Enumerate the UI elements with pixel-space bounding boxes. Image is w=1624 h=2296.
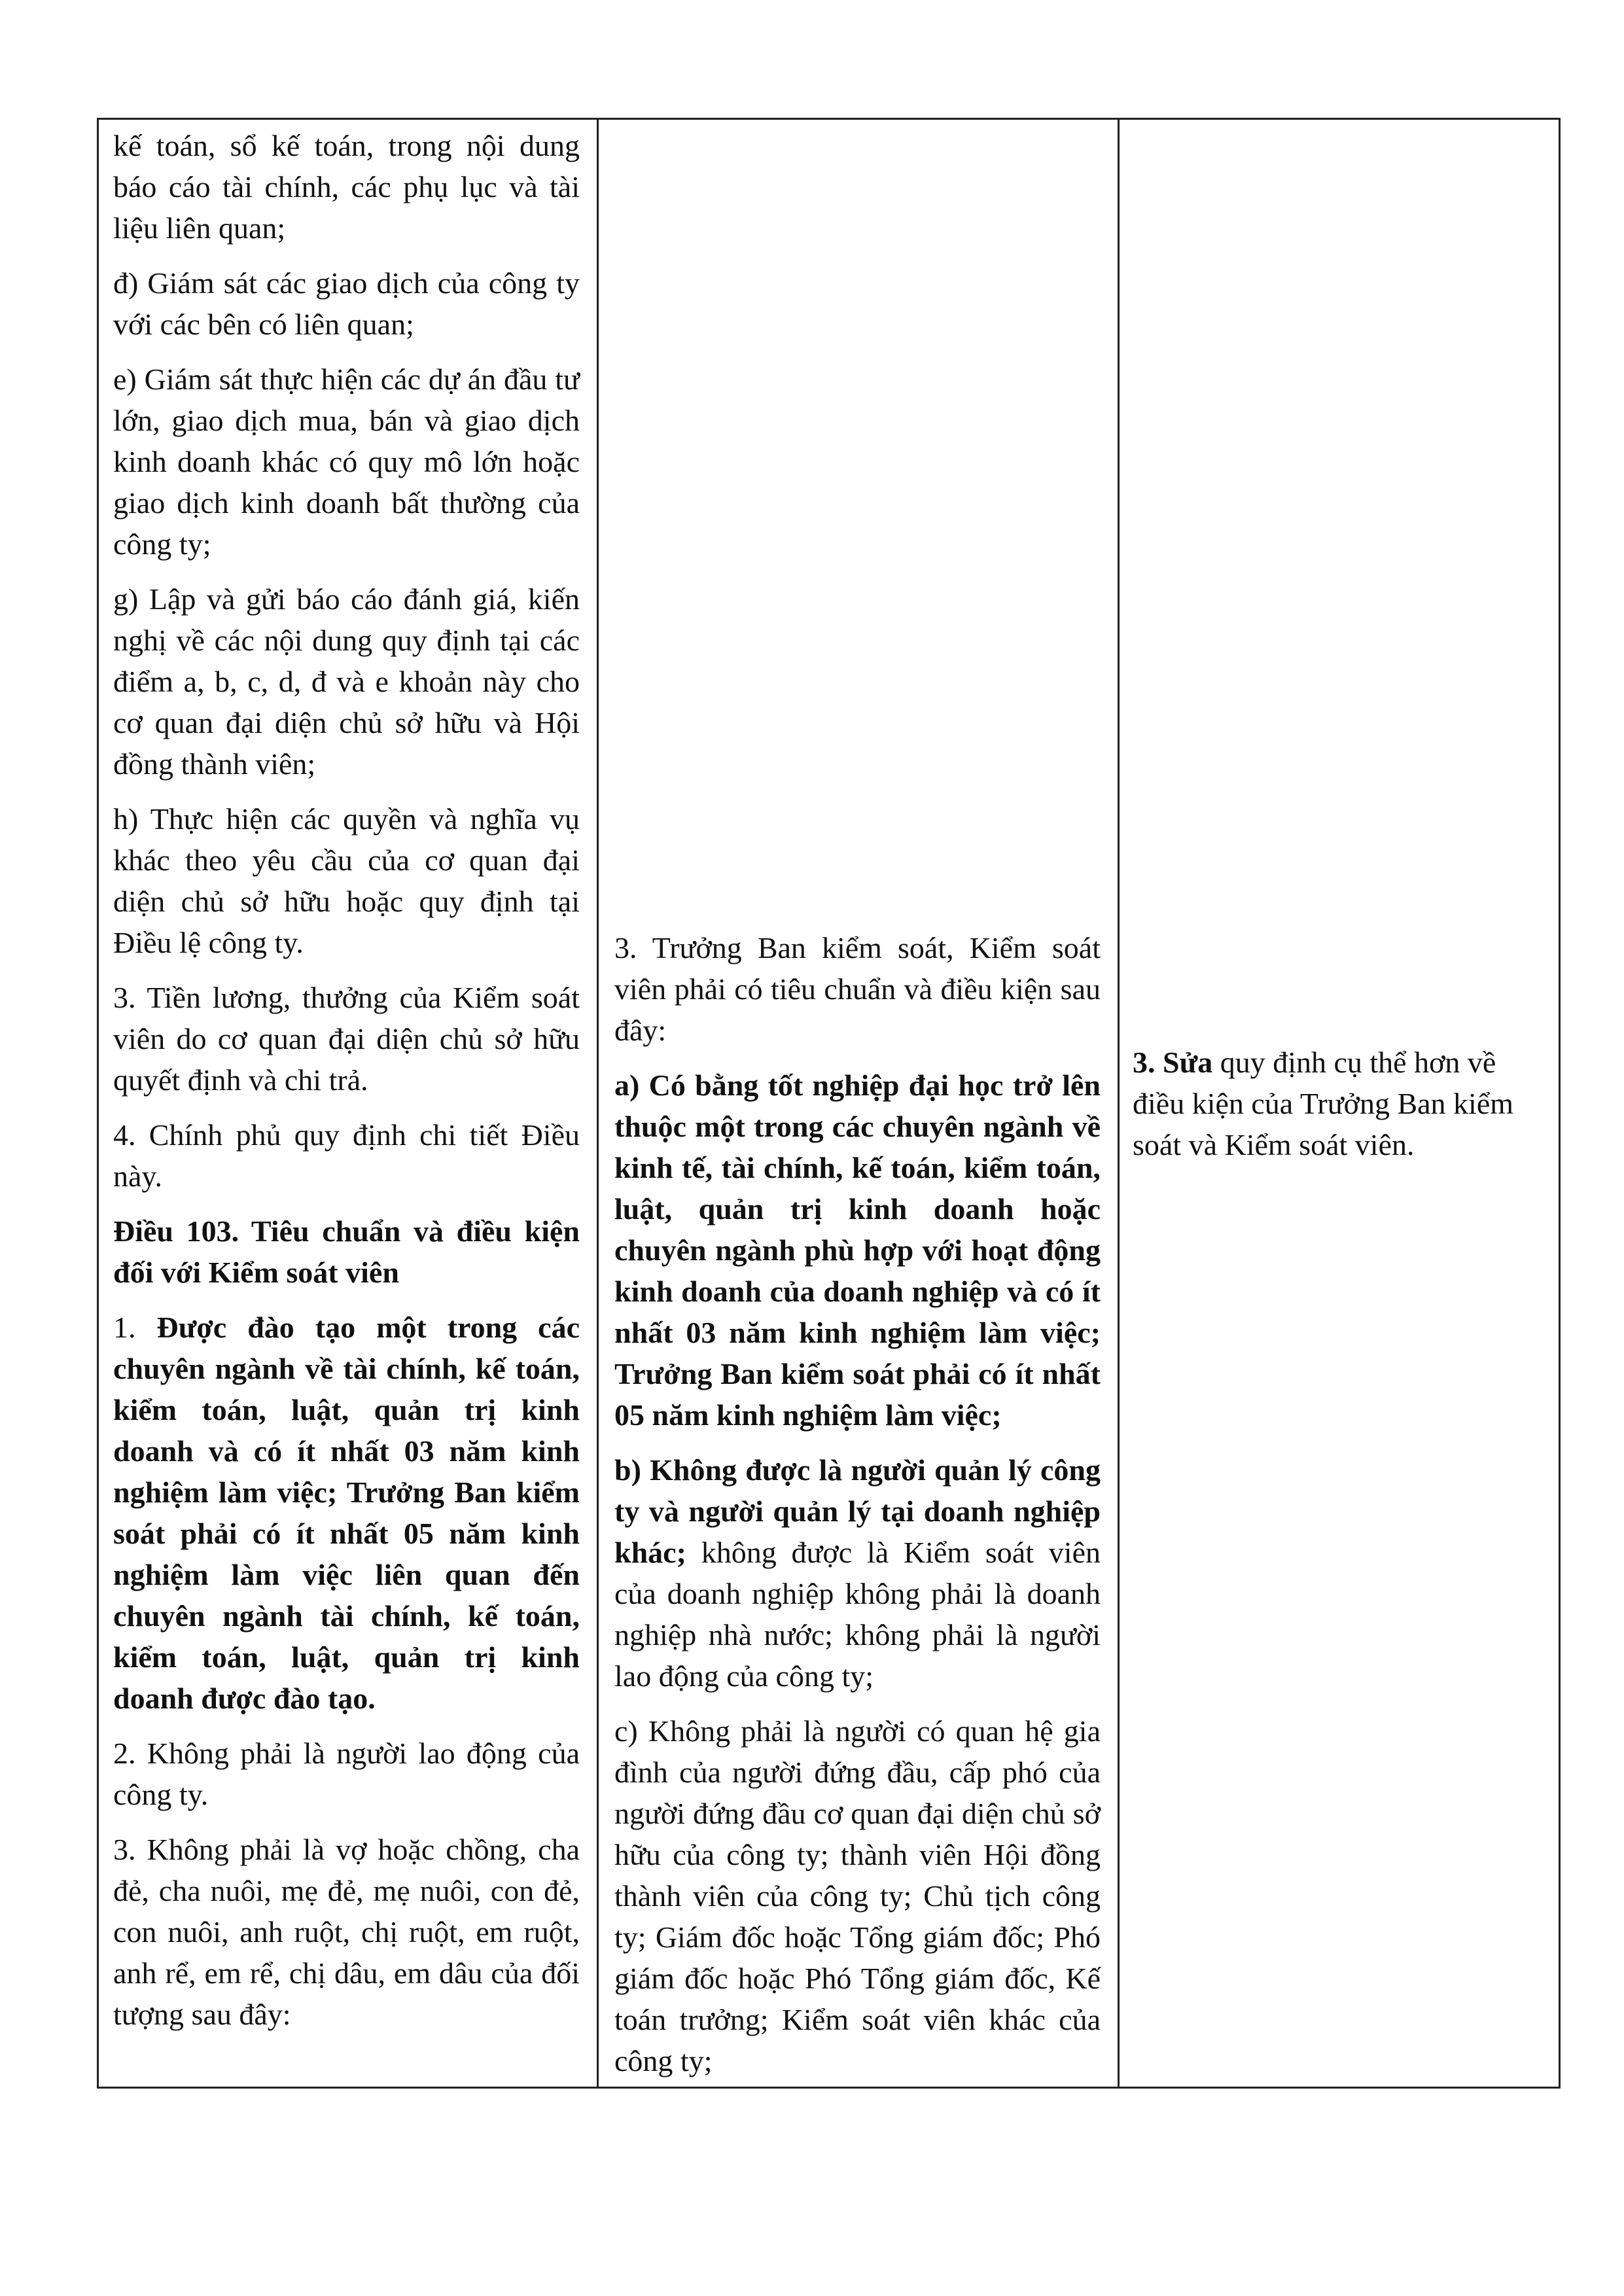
clause-number: 1. xyxy=(113,1311,157,1344)
paragraph: h) Thực hiện các quyền và nghĩa vụ khác theo yêu cầu của cơ quan đại diện chủ sở hữu hoặc quy định tại Điều lệ công ty. xyxy=(113,802,580,959)
bold-paragraph: a) Có bằng tốt nghiệp đại học trở lên thuộc một trong các chuyên ngành về kinh tế, tài chính, kế toán, kiểm toán, luật, quản trị kinh doanh hoặc chuyên ngành phù hợp với hoạt động kinh doanh của doanh nghiệp và có ít nhất 03 năm kinh nghiệm làm việc; Trưởng Ban kiểm soát phải có ít nhất 05 năm kinh nghiệm làm việc; xyxy=(614,1069,1101,1432)
comparison-table xyxy=(97,118,1561,2089)
paragraph: 3. Trưởng Ban kiểm soát, Kiểm soát viên phải có tiêu chuẩn và điều kiện sau đây: xyxy=(614,931,1101,1047)
paragraph xyxy=(113,1307,580,1719)
paragraph: 3. Không phải là vợ hoặc chồng, cha đẻ, cha nuôi, mẹ đẻ, mẹ nuôi, con đẻ, con nuôi, anh ruột, chị ruột, em ruột, anh rể, em rể, chị dâu, em dâu của đối tượng sau đây: xyxy=(113,1833,580,2031)
proposed-law-cell xyxy=(598,119,1119,2088)
paragraph: e) Giám sát thực hiện các dự án đầu tư lớn, giao dịch mua, bán và giao dịch kinh doanh khác có quy mô lớn hoặc giao dịch kinh doanh bất thường của công ty; xyxy=(113,362,580,561)
paragraph: đ) Giám sát các giao dịch của công ty với các bên có liên quan; xyxy=(113,266,580,341)
regular-text: không được là Kiểm soát viên của doanh nghiệp không phải là doanh nghiệp nhà nước; không phải là người lao động của công ty; xyxy=(614,1536,1101,1693)
paragraph: c) Không phải là người có quan hệ gia đình của người đứng đầu, cấp phó của người đứng đầu cơ quan đại diện chủ sở hữu của công ty; thành viên Hội đồng thành viên của công ty; Chủ tịch công ty; Giám đốc hoặc Tổng giám đốc; Phó giám đốc hoặc Phó Tổng giám đốc, Kế toán trưởng; Kiểm soát viên khác của công ty; xyxy=(614,1714,1101,2077)
explanation-cell xyxy=(1119,119,1560,2088)
paragraph: g) Lập và gửi báo cáo đánh giá, kiến nghị về các nội dung quy định tại các điểm a, b, c, d, đ và e khoản này cho cơ quan đại diện chủ sở hữu và Hội đồng thành viên; xyxy=(113,582,580,781)
paragraph: kế toán, sổ kế toán, trong nội dung báo cáo tài chính, các phụ lục và tài liệu liên quan; xyxy=(113,129,580,245)
bold-text: Được đào tạo một trong các chuyên ngành về tài chính, kế toán, kiểm toán, luật, quản trị kinh doanh và có ít nhất 03 năm kinh nghiệm làm việc; Trưởng Ban kiểm soát phải có ít nhất 05 năm kinh nghiệm làm việc liên quan đến chuyên ngành tài chính, kế toán, kiểm toán, luật, quản trị kinh doanh được đào tạo. xyxy=(113,1311,580,1715)
paragraph: 2. Không phải là người lao động của công ty. xyxy=(113,1737,580,1811)
bold-text: 3. Sửa xyxy=(1133,1045,1213,1079)
paragraph xyxy=(1133,1042,1544,1165)
paragraph: 4. Chính phủ quy định chi tiết Điều này. xyxy=(113,1118,580,1193)
paragraph xyxy=(614,1449,1101,1697)
regular-text: quy định cụ thể hơn về điều kiện của Trưởng Ban kiểm soát và Kiểm soát viên. xyxy=(1133,1045,1514,1161)
article-heading: Điều 103. Tiêu chuẩn và điều kiện đối với Kiểm soát viên xyxy=(113,1214,580,1289)
paragraph: 3. Tiền lương, thưởng của Kiểm soát viên do cơ quan đại diện chủ sở hữu quyết định và chi trả. xyxy=(113,981,580,1097)
bold-text: b) Không được là người quản lý công ty và người quản lý tại doanh nghiệp khác; xyxy=(614,1453,1101,1569)
table-row xyxy=(98,119,1560,2088)
current-law-cell xyxy=(98,119,598,2088)
